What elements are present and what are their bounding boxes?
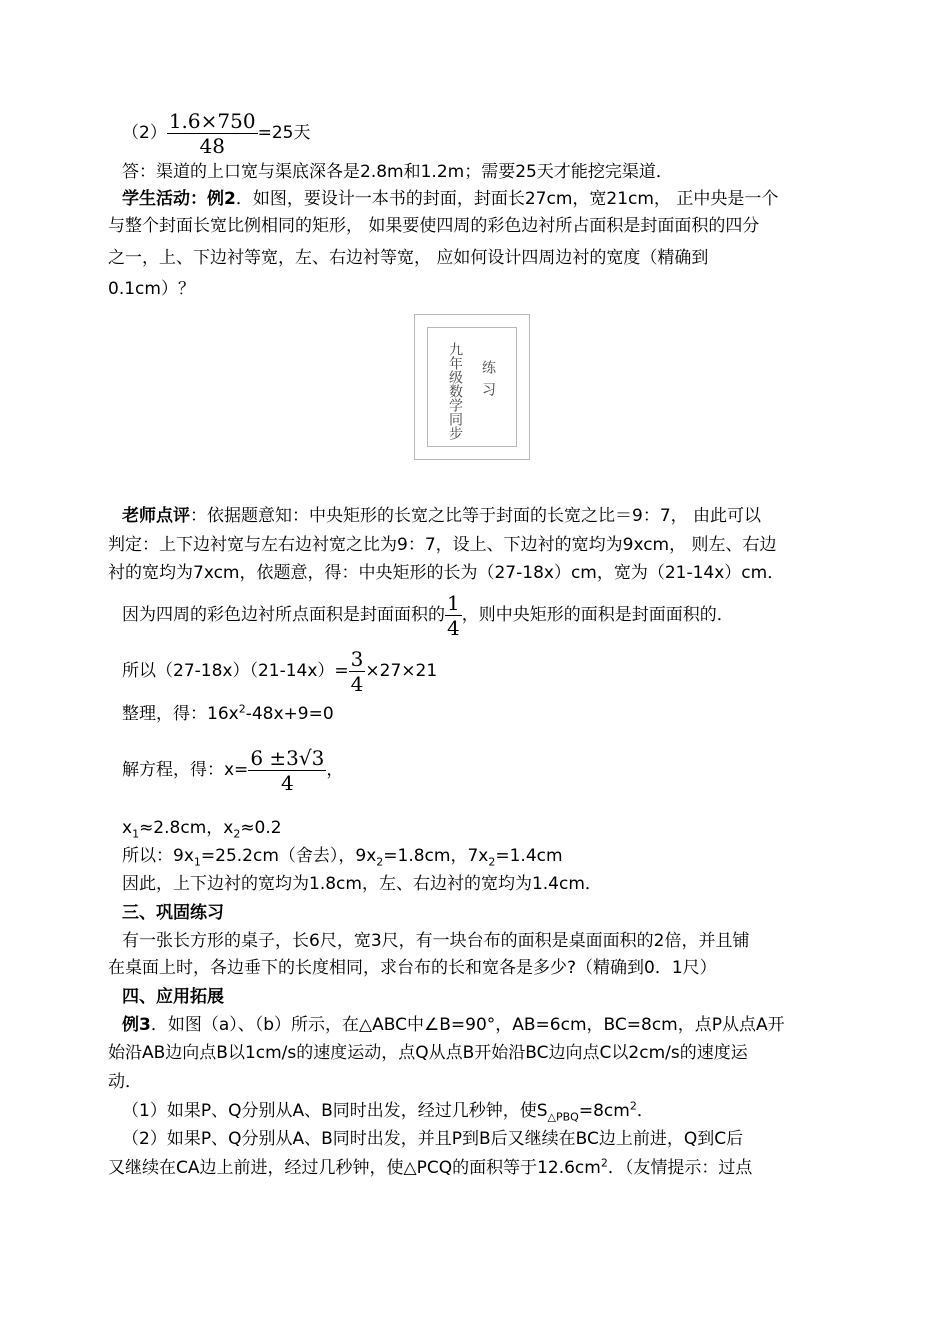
comment-label: 老师点评 — [122, 506, 190, 526]
example2-label: 学生活动：例2 — [122, 189, 236, 209]
question2-line2: 又继续在CA边上前进，经过几秒钟，使△PCQ的面积等于$12.6cm^2$．（友情提示：过点 — [108, 1156, 753, 1178]
example2-line3: 之一，上、下边衬等宽，左、右边衬等宽， 应如何设计四周边衬的宽度（精确到 — [108, 248, 709, 268]
step2-suffix: =25天 — [257, 123, 311, 143]
answer1: 答：渠道的上口宽与渠底深各是2.8m和1.2m；需要25天才能挖完渠道． — [122, 162, 673, 182]
comment-line3: 衬的宽均为7xcm，依题意，得：中央矩形的长为（27-18x）cm，宽为（21-14x）cm． — [108, 563, 785, 583]
eq1-fraction: $\frac{3}{4}$ — [350, 646, 364, 696]
section4-title: 四、应用拓展 — [122, 987, 224, 1007]
book-cover-figure — [414, 314, 530, 460]
so-line: 所以：$9x_1=25.2cm$（舍去），$9x_2=1.8cm$，$7x_2=1.4cm$ — [122, 846, 563, 869]
fraction-numerator: 1.6×750 — [168, 108, 256, 133]
step2-fraction — [167, 109, 258, 158]
step2-prefix: （2） — [122, 123, 167, 143]
solve-fraction: $\frac{6 \pm 3√3}{4}$ — [250, 745, 325, 795]
fraction-denominator: 48 — [199, 133, 225, 158]
example2-line4: 0.1cm）？ — [108, 279, 195, 299]
cover-subtitle: 练习 — [480, 360, 496, 404]
step2-line — [122, 108, 862, 158]
simplify-line: 整理，得：$16x^2-48x+9=0$ — [122, 702, 334, 724]
example2-line1: 学生活动：例2．如图，要设计一本书的封面，封面长27cm，宽21cm， 正中央是一个 — [122, 189, 779, 209]
solve-line: 解方程，得：x= $\frac{6 \pm 3√3}{4}$ ， — [122, 745, 344, 795]
section3-title: 三、巩固练习 — [122, 903, 224, 923]
example3-line1: 例3．如图（a）、（b）所示，在△ABC中∠B=90°，AB=6cm，BC=8cm，点P从点A开 — [122, 1015, 785, 1035]
reason-line: 因为四周的彩色边衬所点面积是封面面积的 $\frac{1}{4}$ ，则中央矩形的面积是封面面积的． — [122, 590, 734, 640]
question2-line1: （2）如果P、Q分别从A、B同时出发，并且P到B后又继续在BC边上前进，Q到C后 — [122, 1129, 744, 1149]
equation1-line: 所以（27-18x）（21-14x）= $\frac{3}{4}$ ×27×21 — [122, 646, 438, 696]
reason-fraction: $\frac{1}{4}$ — [447, 590, 460, 640]
therefore-line: 因此，上下边衬的宽均为1.8cm，左、右边衬的宽均为1.4cm． — [122, 874, 602, 894]
section3-line1: 有一张长方形的桌子，长6尺，宽3尺，有一块台布的面积是桌面面积的2倍，并且铺 — [122, 931, 750, 951]
example3-label: 例3 — [122, 1015, 151, 1035]
cover-title: 九年级数学同步 — [447, 342, 463, 440]
roots-line: $x_1\approx 2.8cm$，$x_2\approx 0.2$ — [122, 818, 282, 841]
section3-line2: 在桌面上时，各边垂下的长度相同，求台布的长和宽各是多少?（精确到0．1尺） — [108, 958, 717, 978]
comment-line2: 判定：上下边衬宽与左右边衬宽之比为9：7，设上、下边衬的宽均为9xcm， 则左、右边 — [108, 535, 777, 555]
comment-line1: 老师点评：依据题意知：中央矩形的长宽之比等于封面的长宽之比＝9：7， 由此可以 — [122, 506, 762, 526]
example3-line2: 始沿AB边向点B以1cm/s的速度运动，点Q从点B开始沿BC边向点C以2cm/s的速度运 — [108, 1043, 748, 1063]
example2-line2: 与整个封面长宽比例相同的矩形， 如果要使四周的彩色边衬所占面积是封面面积的四分 — [108, 216, 760, 236]
cover-center-rect — [427, 327, 517, 447]
question1-line: （1）如果P、Q分别从A、B同时出发，经过几秒钟，使$S_{\triangle PBQ}=8cm^2$． — [122, 1099, 654, 1124]
example3-line3: 动． — [108, 1072, 142, 1092]
